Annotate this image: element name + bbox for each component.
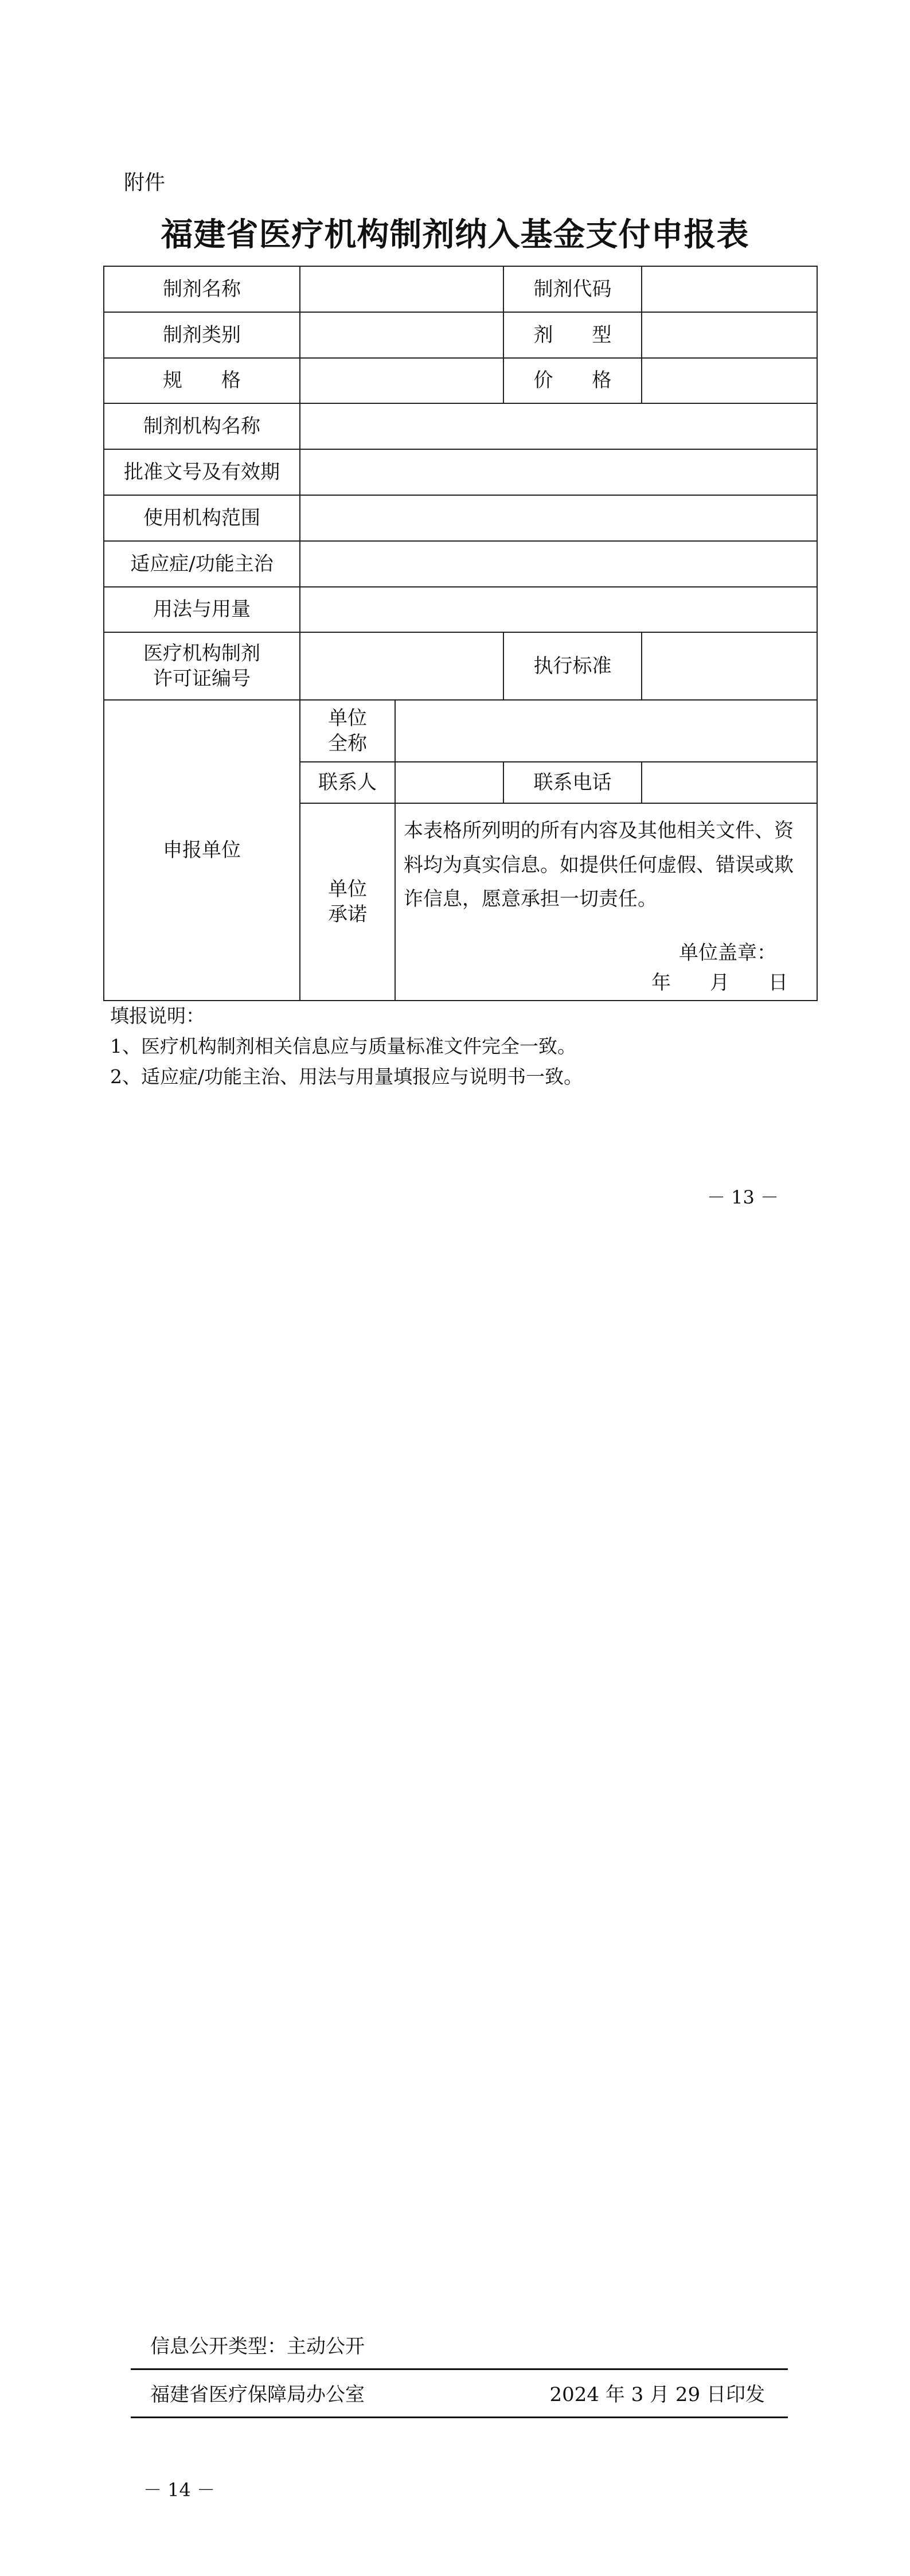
commitment-label-line1: 单位 (328, 877, 367, 901)
form-row (104, 541, 817, 587)
license-label-line1: 医疗机构制剂 (143, 641, 260, 665)
form-row (104, 403, 817, 449)
label-institution-name: 制剂机构名称 (104, 403, 300, 449)
indications-field[interactable] (300, 541, 817, 587)
notes-item-1: 1、医疗机构制剂相关信息应与质量标准文件完全一致。 (110, 1034, 576, 1057)
contact-field[interactable] (395, 762, 503, 803)
approval-number-field[interactable] (300, 449, 817, 495)
form-row (104, 449, 817, 495)
usage-scope-field[interactable] (300, 495, 817, 541)
specification-field[interactable] (300, 358, 503, 403)
label-applicant: 申报单位 (104, 700, 300, 1001)
form-row (104, 587, 817, 632)
label-license-number (104, 632, 300, 700)
label-usage-dosage: 用法与用量 (104, 587, 300, 632)
label-preparation-name: 制剂名称 (104, 266, 300, 312)
label-contact-phone: 联系电话 (503, 762, 642, 803)
exec-standard-field[interactable] (642, 632, 817, 700)
institution-name-field[interactable] (300, 403, 817, 449)
preparation-code-field[interactable] (642, 266, 817, 312)
commitment-cell (395, 803, 817, 1001)
footer-rule-top (131, 2368, 788, 2370)
contact-phone-field[interactable] (642, 762, 817, 803)
label-exec-standard: 执行标准 (503, 632, 642, 700)
form-row (104, 312, 817, 358)
label-price: 价 格 (503, 358, 642, 403)
price-field[interactable] (642, 358, 817, 403)
preparation-category-field[interactable] (300, 312, 503, 358)
label-specification: 规 格 (104, 358, 300, 403)
form-row (104, 358, 817, 403)
unit-fullname-field[interactable] (395, 700, 817, 762)
unit-seal-label: 单位盖章： (679, 941, 776, 964)
page-number-14: － 14 － (143, 2479, 216, 2501)
print-date: 2024 年 3 月 29 日印发 (549, 2383, 765, 2406)
issuing-office: 福建省医疗保障局办公室 (150, 2383, 365, 2406)
footer-rule-bottom (131, 2417, 788, 2418)
label-approval-number: 批准文号及有效期 (104, 449, 300, 495)
application-form-table (103, 266, 818, 1001)
unit-fullname-line2: 全称 (328, 732, 367, 755)
label-indications: 适应症/功能主治 (104, 541, 300, 587)
filling-notes (110, 1001, 583, 1092)
attachment-label: 附件 (124, 171, 166, 194)
license-label-line2: 许可证编号 (153, 667, 251, 690)
label-preparation-code: 制剂代码 (503, 266, 642, 312)
info-disclosure-type: 信息公开类型：主动公开 (150, 2335, 365, 2358)
label-preparation-category: 制剂类别 (104, 312, 300, 358)
label-commitment (300, 803, 395, 1001)
page-number-13: － 13 － (707, 1186, 779, 1208)
notes-heading: 填报说明： (110, 1005, 205, 1027)
dosage-form-field[interactable] (642, 312, 817, 358)
license-number-field[interactable] (300, 632, 503, 700)
form-title: 福建省医疗机构制剂纳入基金支付申报表 (161, 216, 749, 254)
preparation-name-field[interactable] (300, 266, 503, 312)
label-usage-scope: 使用机构范围 (104, 495, 300, 541)
form-row (104, 495, 817, 541)
form-row (104, 700, 817, 762)
commitment-statement: 本表格所列明的所有内容及其他相关文件、资料均为真实信息。如提供任何虚假、错误或欺诈信息，愿意承担一切责任。 (404, 819, 794, 910)
unit-fullname-line1: 单位 (328, 706, 367, 730)
label-dosage-form: 剂 型 (503, 312, 642, 358)
seal-date: 年 月 日 (651, 971, 788, 994)
form-row (104, 632, 817, 700)
form-row (104, 266, 817, 312)
commitment-label-line2: 承诺 (328, 903, 367, 926)
label-contact: 联系人 (300, 762, 395, 803)
usage-dosage-field[interactable] (300, 587, 817, 632)
label-unit-fullname (300, 700, 395, 762)
notes-item-2: 2、适应症/功能主治、用法与用量填报应与说明书一致。 (110, 1065, 583, 1088)
